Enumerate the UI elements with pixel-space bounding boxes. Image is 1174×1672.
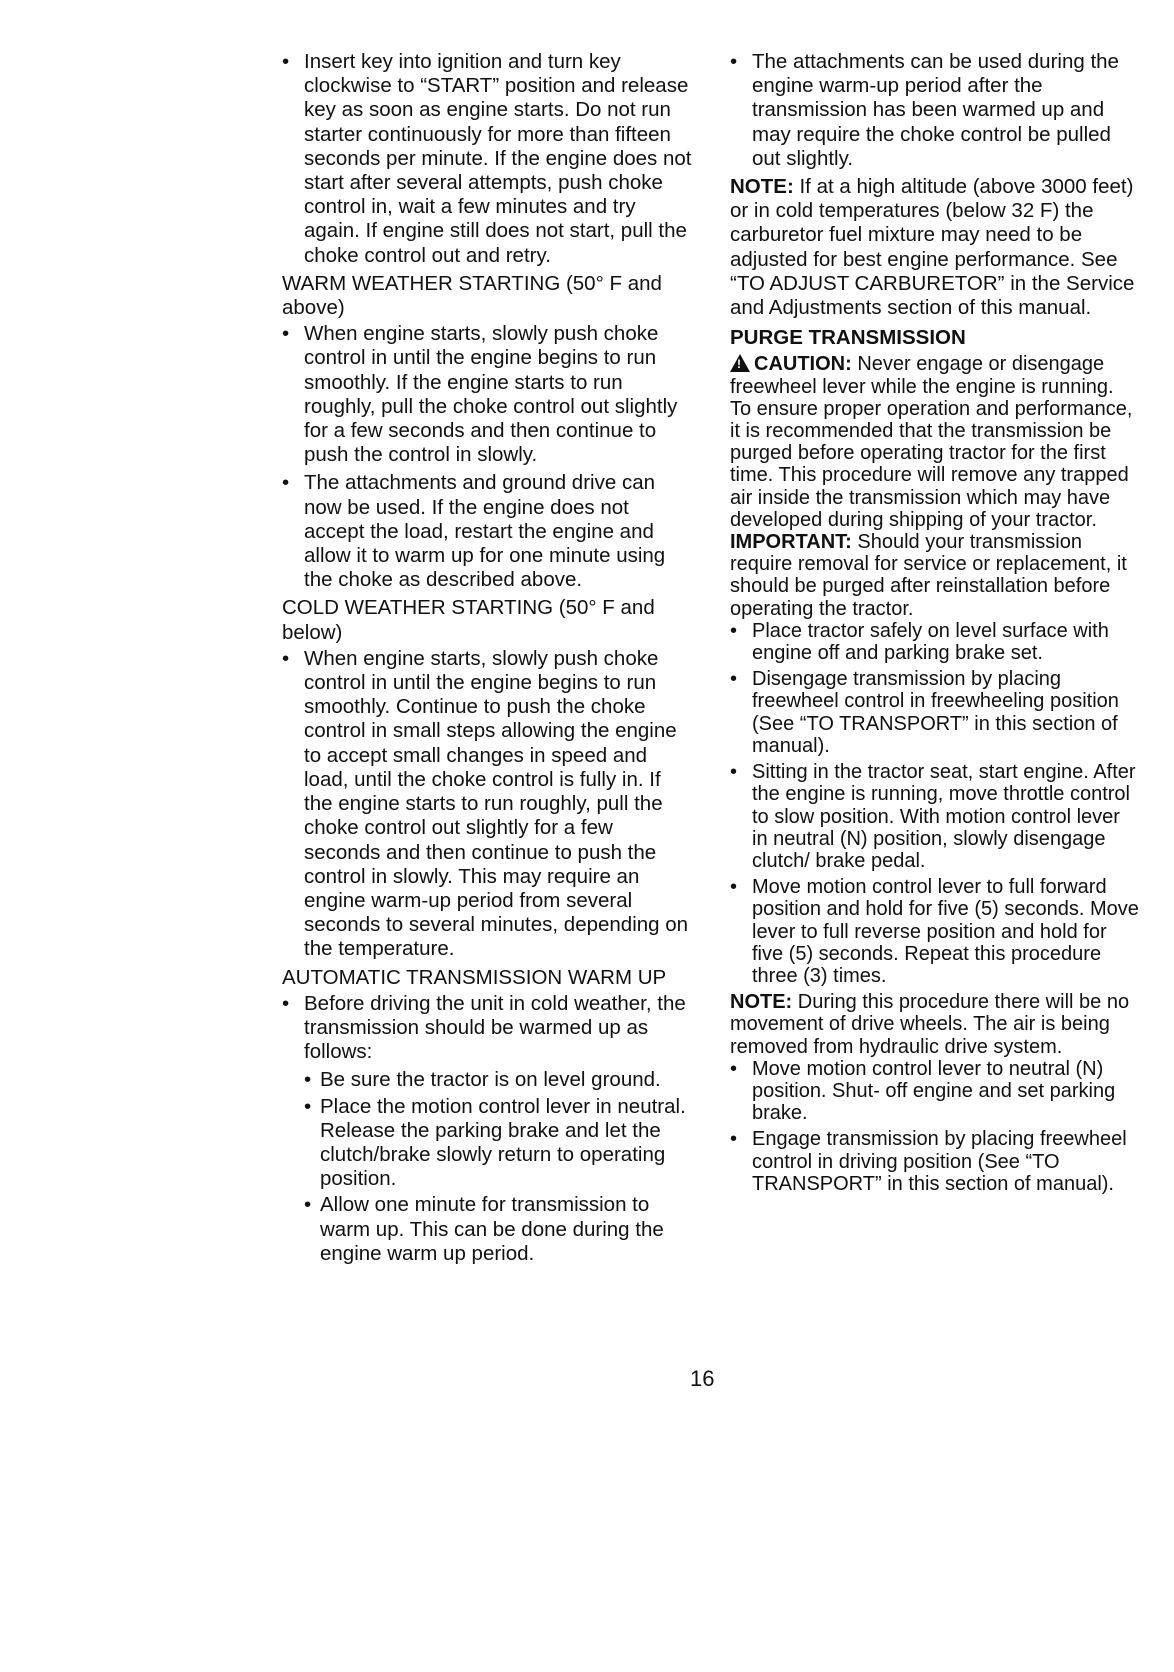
auto-transmission-bullet: • Before driving the unit in cold weather, the transmission should be warmed up as follows: — [282, 992, 692, 1065]
left-column — [282, 50, 692, 1268]
purge-bullet-4: • Move motion control lever to full forward position and hold for five (5) seconds. Move lever to full reverse position and hold for five (5) seconds. Repeat this procedure three (3) times. — [730, 876, 1140, 987]
warm-weather-bullet-2: • The attachments and ground drive can now be used. If the engine does not accept the load, restart the engine and allow it to warm up for one minute using the choke as described above. — [282, 471, 692, 592]
altitude-note — [730, 175, 1140, 320]
attachments-bullet: • The attachments can be used during the engine warm-up period after the transmission has been warmed up and may require the choke control be pulled out slightly. — [730, 50, 1140, 171]
auto-transmission-heading: AUTOMATIC TRANSMISSION WARM UP — [282, 965, 667, 989]
right-column — [730, 50, 1140, 1199]
note-label: NOTE: — [730, 175, 794, 199]
final-bullet-2: • Engage transmission by placing freewheel control in driving position (See “TO TRANSPORT” in this section of manual). — [730, 1128, 1140, 1195]
important-note — [730, 531, 1140, 620]
caution-note — [730, 352, 1140, 397]
start-key-bullet: • Insert key into ignition and turn key clockwise to “START” position and release key as soon as engine starts. Do not run starter continuously for more than fifteen seconds per minute. If the engine does not start after several attempts, push choke control in, wait a few minutes and try again. If engine still does not start, pull the choke control out and retry. — [282, 50, 692, 268]
warning-triangle-icon — [730, 354, 750, 372]
purge-transmission-heading: PURGE TRANSMISSION — [730, 326, 966, 350]
caution-label: CAUTION: — [754, 353, 852, 376]
purge-bullet-3: • Sitting in the tractor seat, start engine. After the engine is running, move throttle control to slow position. With motion control lever in neutral (N) position, slowly disengage clutch/ brake pedal. — [730, 761, 1140, 872]
purge-block — [730, 352, 1140, 1195]
purge-bullet-2: • Disengage transmission by placing freewheel control in freewheeling position (See “TO TRANSPORT” in this section of manual). — [730, 668, 1140, 757]
note2-label: NOTE: — [730, 991, 793, 1014]
auto-sub-bullet-2: • Place the motion control lever in neutral. Release the parking brake and let the clutch/brake slowly return to operating position. — [282, 1095, 692, 1192]
cold-weather-bullet-1: • When engine starts, slowly push choke control in until the engine begins to run smoothly. Continue to push the choke control in small steps allowing the engine to accept small changes in speed and load, until the choke control is fully in. If the engine starts to run roughly, pull the choke control out slightly for a few seconds and then continue to push the control in slowly. This may require an engine warm-up period from several seconds to several minutes, depending on the temperature. — [282, 647, 692, 962]
cold-weather-heading: COLD WEATHER STARTING (50° F and below) — [282, 596, 655, 644]
warm-weather-heading: WARM WEATHER STARTING (50° F and above) — [282, 271, 662, 320]
caution-text: Never engage or disengage freewheel lever while the engine is running. — [730, 353, 1114, 398]
important-label: IMPORTANT: — [730, 531, 852, 554]
page-number: 16 — [690, 1366, 715, 1391]
final-bullet-1: • Move motion control lever to neutral (N) position. Shut- off engine and set parking brake. — [730, 1058, 1140, 1125]
note-text: If at a high altitude (above 3000 feet) or in cold temperatures (below 32 F) the carburetor fuel mixture may need to be adjusted for best engine performance. See “TO ADJUST CARBURETOR” in the Service and Adjustments section of this manual. — [730, 175, 1135, 320]
drive-wheels-note — [730, 991, 1140, 1058]
important-text: Should your transmission require removal for service or replacement, it should be purged after reinstallation before operating the tractor. — [730, 531, 1127, 620]
purge-bullet-1: • Place tractor safely on level surface with engine off and parking brake set. — [730, 620, 1140, 664]
note2-text: During this procedure there will be no movement of drive wheels. The air is being removed from hydraulic drive system. — [730, 991, 1130, 1058]
warm-weather-bullet-1: • When engine starts, slowly push choke control in until the engine begins to run smoothly. If the engine starts to run roughly, pull the choke control out slightly for a few seconds and then continue to push the control in slowly. — [282, 322, 692, 467]
auto-sub-bullet-3: • Allow one minute for transmission to warm up. This can be done during the engine warm up period. — [282, 1193, 692, 1266]
auto-sub-bullet-1: • Be sure the tractor is on level ground. — [282, 1068, 692, 1092]
purge-intro: To ensure proper operation and performance, it is recommended that the transmission be purged before operating tractor for the first time. This procedure will remove any trapped air inside the transmission which may have developed during shipping of your tractor. — [730, 397, 1133, 531]
